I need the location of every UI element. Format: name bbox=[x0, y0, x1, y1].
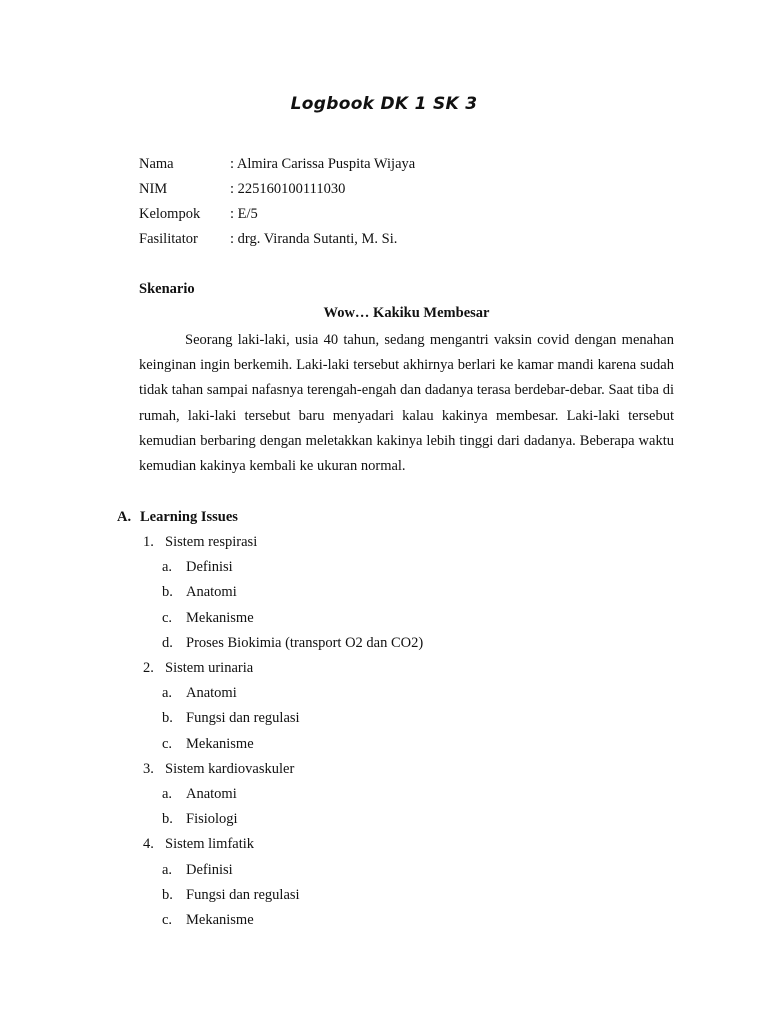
info-value: : drg. Viranda Sutanti, M. Si. bbox=[230, 231, 398, 247]
identity-block bbox=[139, 154, 415, 254]
subitem-label: Mekanisme bbox=[186, 736, 254, 752]
issue-number: 4. bbox=[143, 836, 154, 852]
issue-subitem bbox=[162, 683, 237, 703]
issue-subitem bbox=[162, 608, 254, 628]
learning-issues-heading: Learning Issues bbox=[140, 509, 238, 525]
document-title: Logbook DK 1 SK 3 bbox=[290, 94, 478, 114]
subitem-marker: c. bbox=[162, 610, 173, 626]
subitem-marker: a. bbox=[162, 685, 173, 701]
issue-subitem bbox=[162, 734, 254, 754]
subitem-label: Fisiologi bbox=[186, 811, 238, 827]
info-value: : Almira Carissa Puspita Wijaya bbox=[230, 156, 416, 172]
learning-issues-heading-row bbox=[117, 507, 238, 527]
skenario-title: Wow… Kakiku Membesar bbox=[323, 305, 490, 321]
info-row-fasilitator bbox=[139, 229, 415, 254]
subitem-label: Mekanisme bbox=[186, 610, 254, 626]
subitem-marker: b. bbox=[162, 811, 173, 827]
subitem-marker: b. bbox=[162, 710, 173, 726]
subitem-marker: c. bbox=[162, 912, 173, 928]
issue-item bbox=[143, 658, 253, 678]
subitem-label: Mekanisme bbox=[186, 912, 254, 928]
info-row-nama bbox=[139, 154, 415, 179]
info-label: Nama bbox=[139, 156, 174, 172]
subitem-marker: a. bbox=[162, 862, 173, 878]
section-marker: A. bbox=[117, 509, 132, 525]
issue-label: Sistem kardiovaskuler bbox=[165, 761, 295, 777]
subitem-label: Anatomi bbox=[186, 584, 237, 600]
issue-number: 3. bbox=[143, 761, 154, 777]
subitem-marker: d. bbox=[162, 635, 173, 651]
issue-subitem bbox=[162, 708, 300, 728]
info-row-nim bbox=[139, 179, 415, 204]
issue-item bbox=[143, 759, 294, 779]
subitem-marker: b. bbox=[162, 584, 173, 600]
skenario-paragraph: Seorang laki-laki, usia 40 tahun, sedang mengantri vaksin covid dengan menahan keinginan ingin berkemih. Laki-laki tersebut akhirnya berlari ke kamar mandi karena sudah tidak tahan sampai nafasnya terengah-engah dan dadanya terasa berdebar-debar. Saat tiba di rumah, laki-laki tersebut baru menyadari kalau kakinya membesar. Laki-laki tersebut kemudian berbaring dengan meletakkan kakinya lebih tinggi dari dadanya. Beberapa waktu kemudian kakinya kembali ke ukuran normal. bbox=[139, 332, 674, 475]
issue-subitem bbox=[162, 633, 423, 653]
issue-subitem bbox=[162, 910, 254, 930]
subitem-label: Proses Biokimia (transport O2 dan CO2) bbox=[186, 635, 424, 651]
subitem-marker: a. bbox=[162, 559, 173, 575]
issue-label: Sistem limfatik bbox=[165, 836, 255, 852]
issue-item bbox=[143, 834, 254, 854]
issue-subitem bbox=[162, 885, 300, 905]
issue-item bbox=[143, 532, 257, 552]
issue-label: Sistem respirasi bbox=[165, 534, 258, 550]
skenario-heading: Skenario bbox=[139, 281, 195, 297]
issue-subitem bbox=[162, 809, 238, 829]
subitem-label: Definisi bbox=[186, 862, 233, 878]
info-row-kelompok bbox=[139, 204, 415, 229]
issue-number: 1. bbox=[143, 534, 154, 550]
subitem-label: Anatomi bbox=[186, 685, 237, 701]
issue-subitem bbox=[162, 784, 237, 804]
subitem-label: Fungsi dan regulasi bbox=[186, 710, 300, 726]
info-value: : E/5 bbox=[230, 206, 258, 222]
subitem-marker: b. bbox=[162, 887, 173, 903]
info-label: NIM bbox=[139, 181, 168, 197]
subitem-label: Definisi bbox=[186, 559, 233, 575]
issue-label: Sistem urinaria bbox=[165, 660, 254, 676]
subitem-label: Fungsi dan regulasi bbox=[186, 887, 300, 903]
info-label: Fasilitator bbox=[139, 231, 198, 247]
subitem-label: Anatomi bbox=[186, 786, 237, 802]
info-label: Kelompok bbox=[139, 206, 201, 222]
subitem-marker: c. bbox=[162, 736, 173, 752]
subitem-marker: a. bbox=[162, 786, 173, 802]
issue-number: 2. bbox=[143, 660, 154, 676]
issue-subitem bbox=[162, 557, 233, 577]
issue-subitem bbox=[162, 860, 233, 880]
info-value: : 225160100111030 bbox=[230, 181, 346, 197]
issue-subitem bbox=[162, 582, 237, 602]
